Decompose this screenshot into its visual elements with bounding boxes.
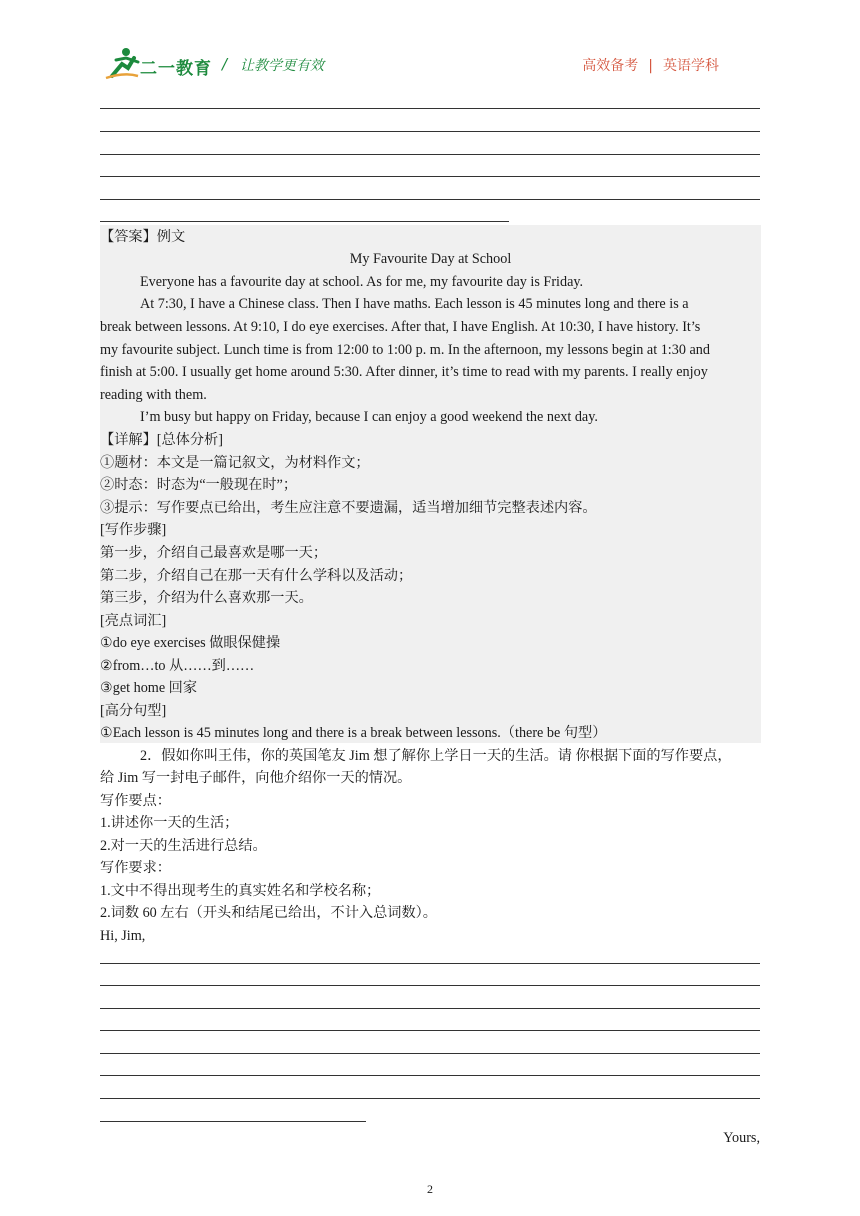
writing-line <box>100 176 760 177</box>
vocab-label: [亮点词汇] <box>100 613 167 629</box>
header-separator: | <box>648 58 653 74</box>
header-subject <box>582 55 719 75</box>
writing-line <box>100 1098 760 1099</box>
analysis-label: 【详解】[总体分析] <box>100 432 223 448</box>
requirements-label: 写作要求： <box>100 860 171 876</box>
essay-paragraph-2-line: finish at 5:00. I usually get home around 5:30. After dinner, it’s time to read with my parents. I really enjoy <box>100 364 708 380</box>
writing-line <box>100 154 760 155</box>
writing-line <box>100 131 760 132</box>
letter-greeting: Hi, Jim, <box>100 928 146 944</box>
page-number: 2 <box>427 1182 433 1196</box>
slogan-divider: / <box>222 55 228 73</box>
step-item: 第二步，介绍自己在那一天有什么学科以及活动； <box>100 568 413 584</box>
page-header <box>0 0 860 100</box>
essay-paragraph-1: Everyone has a favourite day at school. As for me, my favourite day is Friday. <box>140 274 584 290</box>
answer-label: 【答案】例文 <box>100 229 186 245</box>
requirement-item: 1.文中不得出现考生的真实姓名和学校名称； <box>100 883 381 899</box>
writing-line <box>100 199 760 200</box>
vocab-item: ②from…to 从……到…… <box>100 658 255 674</box>
task2-intro-line: 给 Jim 写一封电子邮件，向他介绍你一天的情况。 <box>100 770 412 786</box>
writing-line <box>100 1030 760 1031</box>
logo-text: 二一教育 <box>140 59 212 79</box>
writing-line <box>100 221 509 222</box>
essay-paragraph-2-line: break between lessons. At 9:10, I do eye exercises. After that, I have English. At 10:30, I have history. It’s <box>100 319 701 335</box>
step-item: 第三步，介绍为什么喜欢那一天。 <box>100 590 313 606</box>
analysis-item: ②时态：时态为“一般现在时”； <box>100 477 298 493</box>
essay-paragraph-3: I’m busy but happy on Friday, because I can enjoy a good weekend the next day. <box>140 409 598 425</box>
sentence-label: [高分句型] <box>100 703 167 719</box>
slogan: 让教学更有效 <box>240 58 324 74</box>
essay-title: My Favourite Day at School <box>349 251 512 267</box>
requirement-item: 2.词数 60 左右（开头和结尾已给出，不计入总词数）。 <box>100 905 437 921</box>
essay-paragraph-2-line: At 7:30, I have a Chinese class. Then I have maths. Each lesson is 45 minutes long and there is a <box>140 296 689 312</box>
point-item: 1.讲述你一天的生活； <box>100 815 239 831</box>
writing-line <box>100 1008 760 1009</box>
steps-label: [写作步骤] <box>100 522 167 538</box>
writing-line <box>100 963 760 964</box>
writing-line <box>100 985 760 986</box>
vocab-item: ①do eye exercises 做眼保健操 <box>100 635 281 651</box>
essay-paragraph-2-line: reading with them. <box>100 387 207 403</box>
header-exam-prep: 高效备考 <box>582 58 639 74</box>
writing-line <box>100 1053 760 1054</box>
header-subject-name: 英语学科 <box>663 58 719 74</box>
step-item: 第一步，介绍自己最喜欢是哪一天； <box>100 545 328 561</box>
task2-intro-line: 2．假如你叫王伟，你的英国笔友 Jim 想了解你上学日一天的生活。请 你根据下面的写作要点， <box>140 748 732 764</box>
points-label: 写作要点： <box>100 793 171 809</box>
writing-line <box>100 1121 366 1122</box>
writing-line <box>100 1075 760 1076</box>
vocab-item: ③get home 回家 <box>100 680 198 696</box>
analysis-item: ①题材：本文是一篇记叙文，为材料作文； <box>100 455 370 471</box>
essay-paragraph-2-line: my favourite subject. Lunch time is from 12:00 to 1:00 p. m. In the afternoon, my lessons begin at 1:30 and <box>100 342 710 358</box>
sentence-item: ①Each lesson is 45 minutes long and there is a break between lessons.（there be 句型） <box>100 725 607 741</box>
point-item: 2.对一天的生活进行总结。 <box>100 838 267 854</box>
writing-line <box>100 108 760 109</box>
analysis-item: ③提示：写作要点已给出，考生应注意不要遗漏，适当增加细节完整表述内容。 <box>100 500 597 516</box>
letter-closing: Yours, <box>723 1130 760 1146</box>
